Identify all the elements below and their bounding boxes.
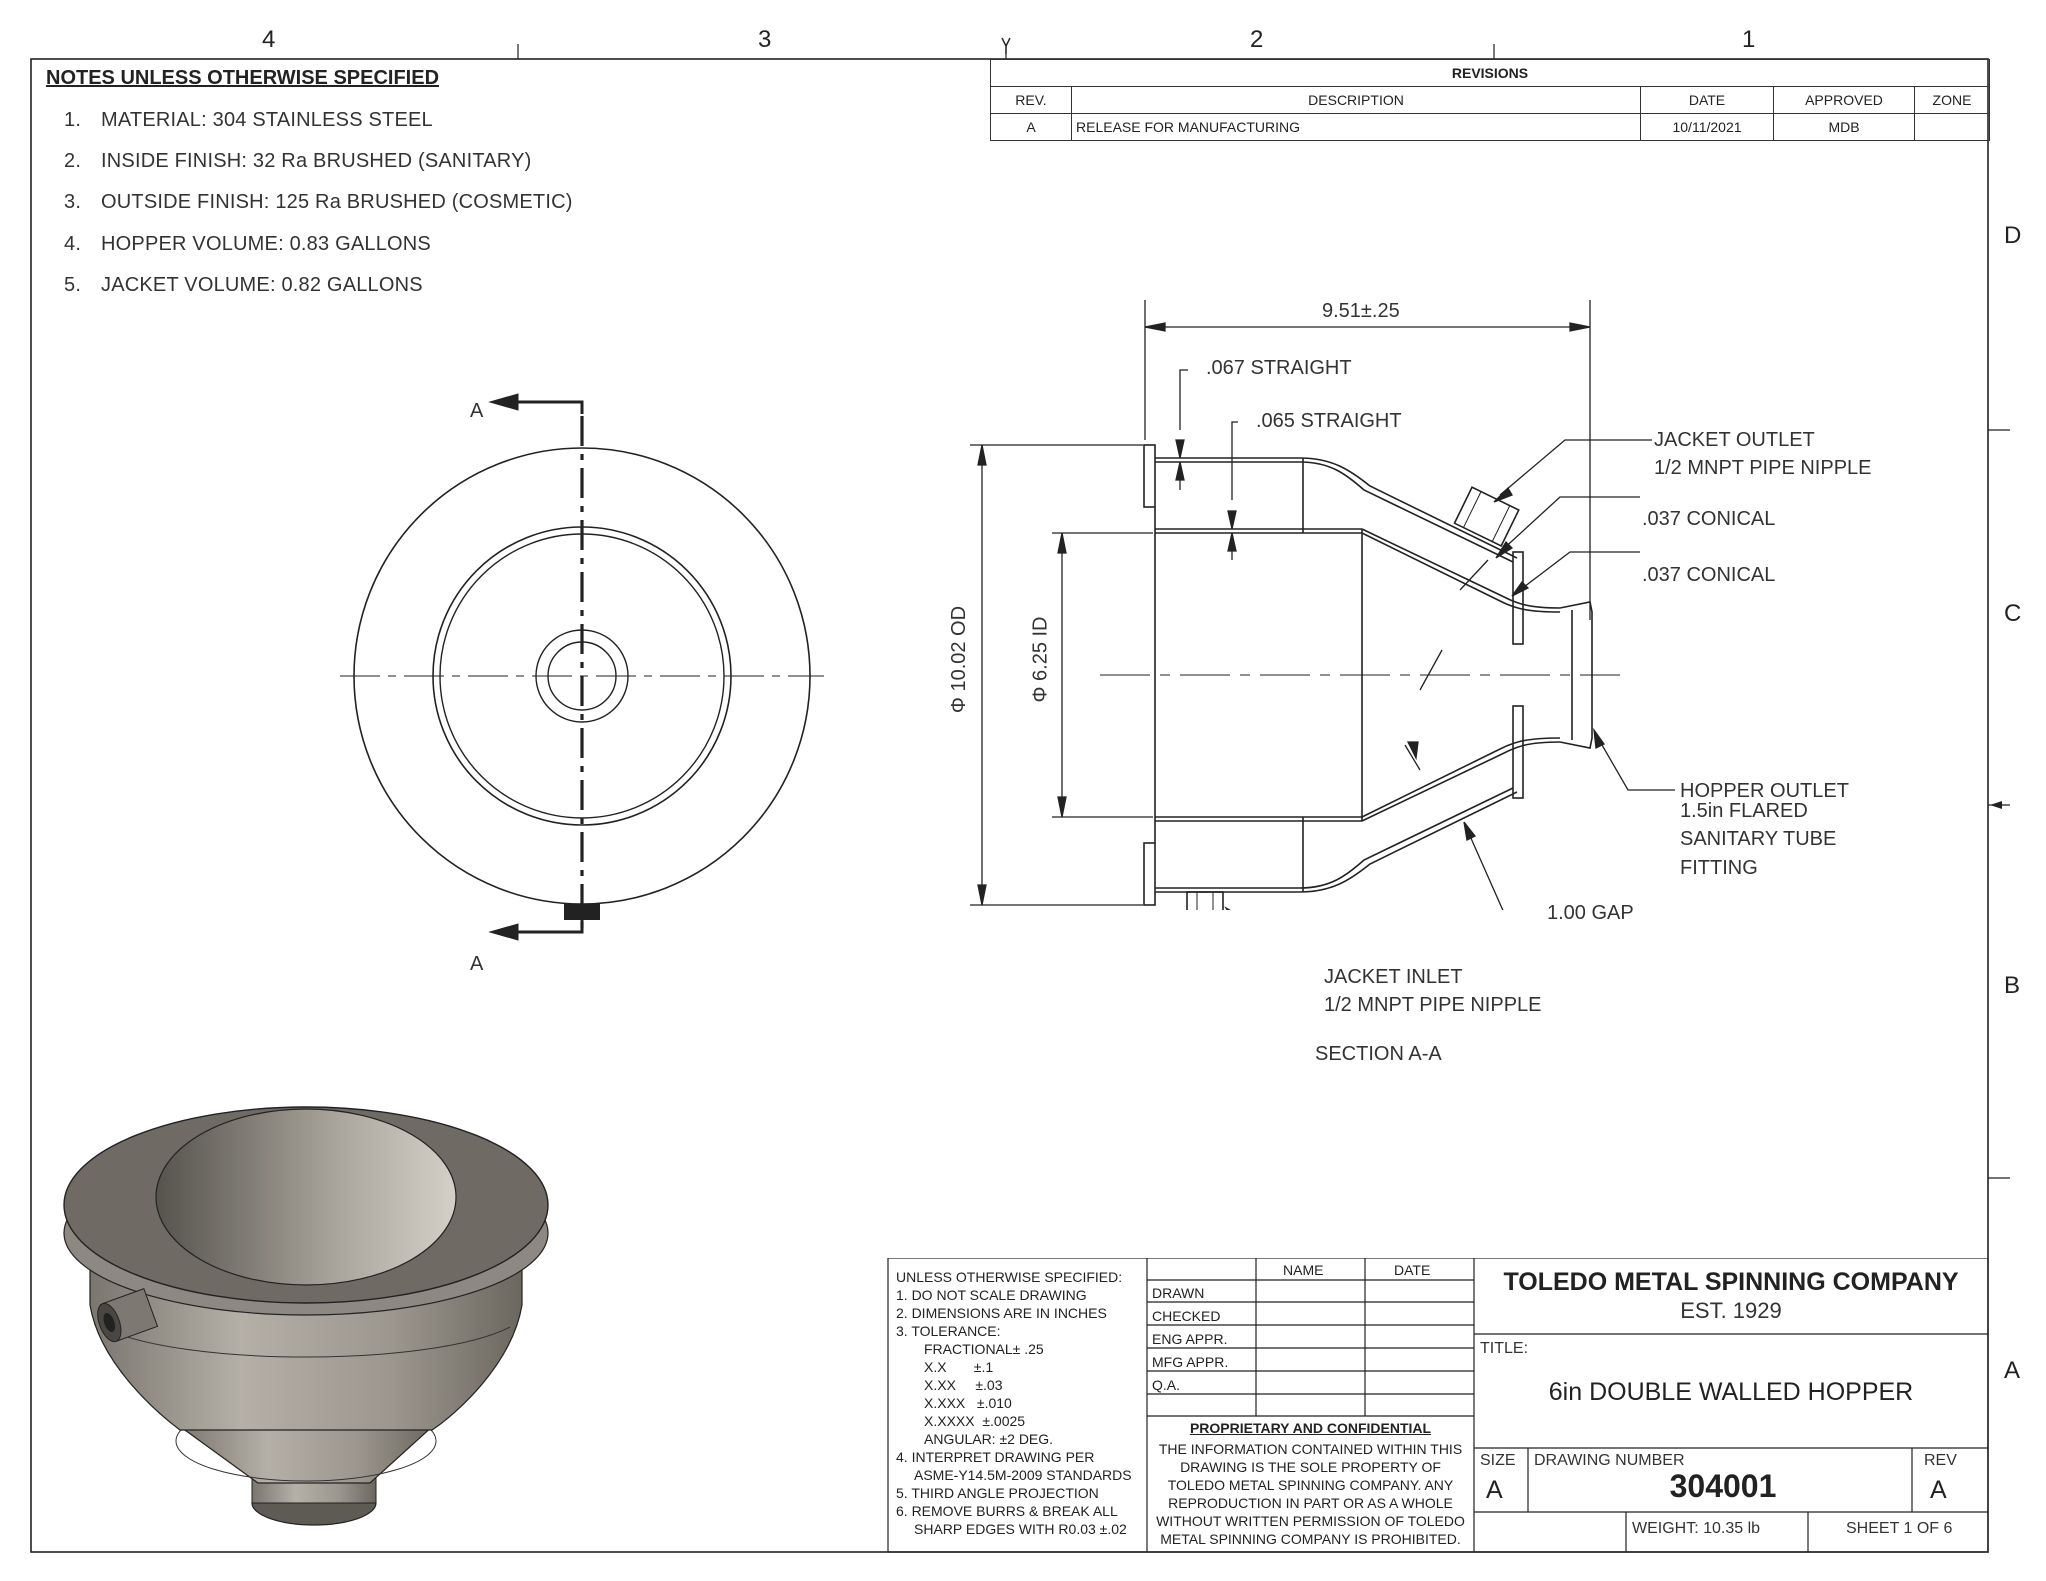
gap-callout: 1.00 GAP [1547, 902, 1634, 924]
drawing-title: 6in DOUBLE WALLED HOPPER [1548, 1378, 1914, 1406]
tb-general-note: 2. DIMENSIONS ARE IN INCHES [896, 1305, 1107, 1321]
note-item: INSIDE FINISH: 32 Ra BRUSHED (SANITARY) [101, 150, 532, 172]
tb-general-note: 6. REMOVE BURRS & BREAK ALL [896, 1503, 1118, 1519]
company-name: TOLEDO METAL SPINNING COMPANY [1503, 1268, 1959, 1296]
zone-label-b: B [2004, 972, 2021, 999]
hopper-outlet-callout: 1.5in FLARED [1680, 800, 1808, 822]
zone-header: ZONE [1915, 87, 1990, 114]
tb-general-note: UNLESS OTHERWISE SPECIFIED: [896, 1269, 1123, 1285]
conical-callout: .037 CONICAL [1642, 508, 1776, 530]
revisions-title: REVISIONS [991, 60, 1990, 87]
tb-sign-row: ENG APPR. [1152, 1331, 1228, 1347]
isometric-view [60, 1005, 560, 1535]
revision-cell: 10/11/2021 [1641, 114, 1774, 141]
note-item: 5. [64, 274, 82, 296]
size-value: A [1486, 1476, 1503, 1504]
tb-general-note: X.XXX ±.010 [924, 1395, 1012, 1411]
company-established: EST. 1929 [1680, 1298, 1782, 1323]
hopper-outlet-callout: FITTING [1680, 857, 1758, 879]
sheet-number: SHEET 1 OF 6 [1846, 1520, 1953, 1537]
proprietary-title: PROPRIETARY AND CONFIDENTIAL [1189, 1420, 1432, 1436]
tb-general-note: X.XXXX ±.0025 [924, 1413, 1026, 1429]
id-dimension: Φ 6.25 ID [1029, 616, 1052, 703]
proprietary-text: WITHOUT WRITTEN PERMISSION OF TOLEDO [1156, 1513, 1465, 1529]
note-item: JACKET VOLUME: 0.82 GALLONS [101, 274, 423, 296]
overall-length-dim: 9.51±.25 [1322, 300, 1400, 322]
proprietary-text: THE INFORMATION CONTAINED WITHIN THIS [1158, 1441, 1463, 1457]
proprietary-text: REPRODUCTION IN PART OR AS A WHOLE [1168, 1495, 1453, 1511]
weight: WEIGHT: 10.35 lb [1632, 1520, 1761, 1537]
proprietary-text: DRAWING IS THE SOLE PROPERTY OF [1180, 1459, 1441, 1475]
note-item: 4. [64, 233, 82, 255]
section-view-label: SECTION A-A [1315, 1043, 1442, 1065]
tb-general-note: X.XX ±.03 [924, 1377, 1003, 1393]
tb-general-note: ANGULAR: ±2 DEG. [924, 1431, 1054, 1447]
approved-header: APPROVED [1774, 87, 1915, 114]
proprietary-text: METAL SPINNING COMPANY IS PROHIBITED. [1160, 1531, 1461, 1547]
tb-sign-row: Q.A. [1152, 1377, 1181, 1393]
straight-067-callout: .067 STRAIGHT [1206, 357, 1352, 379]
drawing-number: 304001 [1669, 1468, 1777, 1504]
zone-label-a: A [2004, 1357, 2021, 1384]
jacket-inlet-callout: 1/2 MNPT PIPE NIPPLE [1324, 994, 1542, 1016]
zone-label-4: 4 [262, 26, 276, 53]
jacket-outlet-callout: 1/2 MNPT PIPE NIPPLE [1654, 457, 1872, 479]
zone-label-d: D [2004, 222, 2022, 249]
note-item: HOPPER VOLUME: 0.83 GALLONS [101, 233, 431, 255]
rev-label: REV [1924, 1452, 1957, 1469]
tb-sign-row: CHECKED [1152, 1308, 1221, 1324]
rev-value: A [1930, 1476, 1947, 1504]
section-view [960, 290, 1720, 910]
tb-general-note: 4. INTERPRET DRAWING PER [896, 1449, 1095, 1465]
straight-065-callout: .065 STRAIGHT [1256, 410, 1402, 432]
revision-cell: RELEASE FOR MANUFACTURING [1072, 114, 1641, 141]
section-mark-bottom: A [470, 953, 484, 975]
conical-callout: .037 CONICAL [1642, 564, 1776, 586]
note-item: OUTSIDE FINISH: 125 Ra BRUSHED (COSMETIC) [101, 191, 573, 213]
description-header: DESCRIPTION [1072, 87, 1641, 114]
tb-general-note: 5. THIRD ANGLE PROJECTION [896, 1485, 1099, 1501]
hopper-outlet-callout: SANITARY TUBE [1680, 828, 1837, 850]
jacket-inlet-callout: JACKET INLET [1324, 966, 1463, 988]
hopper-outlet-callout: HOPPER OUTLET [1680, 780, 1849, 802]
tb-name-header: NAME [1283, 1262, 1324, 1278]
revision-cell: A [991, 114, 1072, 141]
top-view [320, 380, 840, 960]
tb-general-note: FRACTIONAL± .25 [924, 1341, 1044, 1357]
note-item: MATERIAL: 304 STAINLESS STEEL [101, 109, 433, 131]
tb-general-note: SHARP EDGES WITH R0.03 ±.02 [914, 1521, 1127, 1537]
tb-general-note: 1. DO NOT SCALE DRAWING [896, 1287, 1087, 1303]
title-label: TITLE: [1480, 1340, 1529, 1357]
tb-general-note: ASME-Y14.5M-2009 STANDARDS [914, 1467, 1132, 1483]
tb-general-note: 3. TOLERANCE: [896, 1323, 1001, 1339]
note-item: 1. [64, 109, 82, 131]
tb-date-header: DATE [1394, 1262, 1431, 1278]
zone-label-2: 2 [1250, 26, 1264, 53]
drawing-number-label: DRAWING NUMBER [1534, 1452, 1685, 1469]
zone-label-1: 1 [1742, 26, 1756, 53]
od-dimension: Φ 10.02 OD [948, 605, 971, 714]
revision-cell: MDB [1774, 114, 1915, 141]
revisions-table [990, 59, 1990, 141]
zone-label-3: 3 [758, 26, 772, 53]
proprietary-text: TOLEDO METAL SPINNING COMPANY. ANY [1167, 1477, 1454, 1493]
tb-sign-row: MFG APPR. [1152, 1354, 1229, 1370]
tb-sign-row: DRAWN [1152, 1285, 1205, 1301]
tb-general-note: X.X ±.1 [924, 1359, 994, 1375]
note-item: 2. [64, 150, 82, 172]
revision-cell [1915, 114, 1990, 141]
section-mark-top: A [470, 400, 484, 422]
rev-header: REV. [991, 87, 1072, 114]
note-item: 3. [64, 191, 82, 213]
notes-title: NOTES UNLESS OTHERWISE SPECIFIED [46, 67, 440, 89]
jacket-outlet-callout: JACKET OUTLET [1654, 429, 1815, 451]
size-label: SIZE [1480, 1452, 1516, 1469]
zone-label-c: C [2004, 600, 2022, 627]
date-header: DATE [1641, 87, 1774, 114]
